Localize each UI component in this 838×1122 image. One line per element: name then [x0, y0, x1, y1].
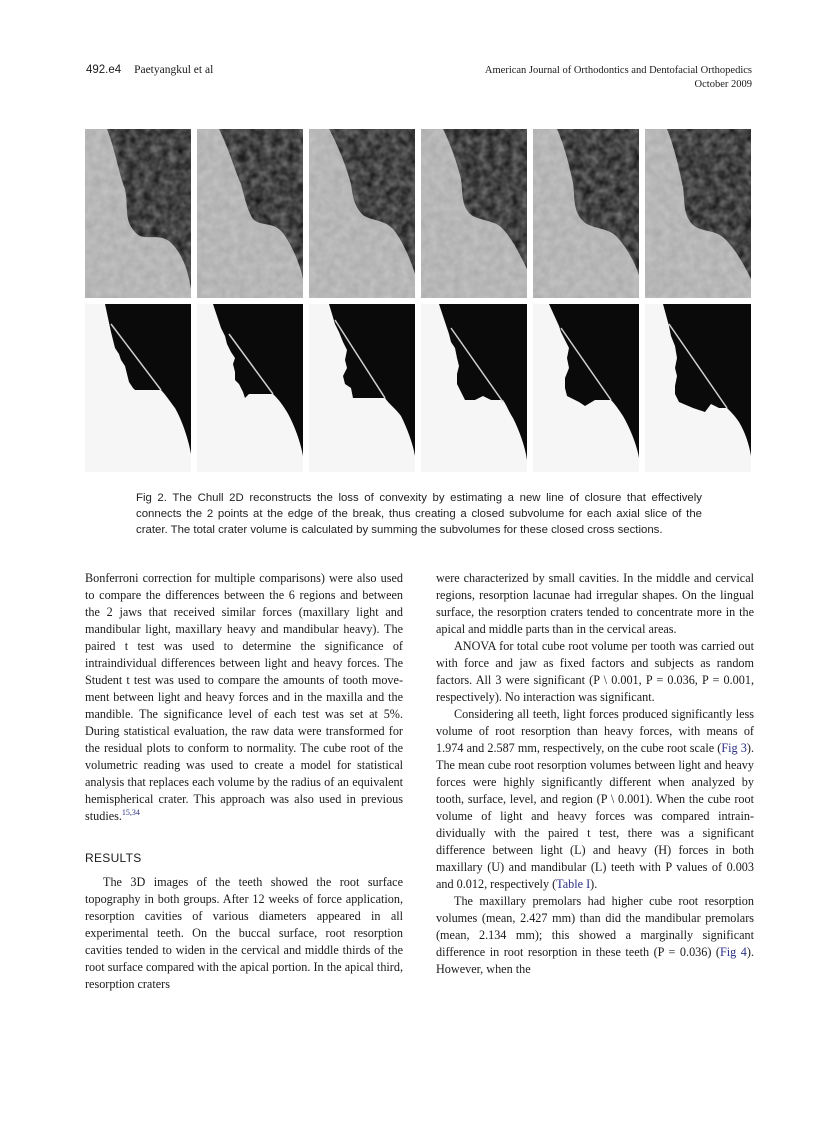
citation-link[interactable]: 15,34	[121, 808, 140, 817]
grayscale-slice-6	[645, 129, 751, 298]
right-column	[436, 570, 754, 978]
journal-title: American Journal of Orthodontics and Dentofacial Orthopedics	[484, 65, 752, 76]
figure-2	[85, 129, 753, 472]
issue-date: October 2009	[694, 79, 752, 90]
paragraph-statistics: Bonferroni correction for multiple comparisons) were also used to compare the differences between the 6 regions and between the 2 jaws that received similar forces (maxillary light and mandibular light, maxillary heavy and mandibular heavy). The paired t test was used to determine the significance of intraindividual differences between light and heavy forces. The Student t test was used to compare the amounts of tooth movement between light and heavy forces and in the maxilla and the mandible. The significance level of each test was set at 5%. During statistical evaluation, the raw data were transformed for the residual plots to conform to normality. The cube root of the volumetric reading was used to create a model for statistical analysis that replaces each volume by the radius of an equivalent hemispherical crater. This approach was also used in previous studies.$^{15,34}$	[85, 571, 403, 823]
figure-label: Fig 2.	[136, 492, 167, 504]
left-column	[85, 570, 403, 993]
figure-3-link[interactable]: Fig 3	[721, 741, 747, 755]
binary-slice-1	[85, 304, 191, 472]
paragraph-premolars: The maxillary premolars had higher cube root resorption volumes (mean, 2.427 mm) than did the mandibular premolars (mean, 2.134 mm); this showed a marginally significant difference in root resorption in these teeth (P = 0.036) (Fig 4). However, when the	[436, 894, 754, 976]
binary-slice-6	[645, 304, 751, 472]
section-heading-results: RESULTS	[85, 851, 142, 865]
author-line: Paetyangkul et al	[134, 64, 214, 76]
running-head-right	[485, 64, 752, 92]
figure-4-link[interactable]: Fig 4	[720, 945, 747, 959]
binary-slice-4	[421, 304, 527, 472]
paragraph-results-1: The 3D images of the teeth showed the root surface topography in both groups. After 12 weeks of force application, resorption cavities of various diameters appeared in all experimental teeth. On the buccal surface, root resorption cavities tended to widen in the cervical and middle thirds of the root surface compared with the apical portion. In the apical third, resorption craters	[85, 875, 403, 991]
table-1-link[interactable]: Table I	[556, 877, 591, 891]
paragraph-light-vs-heavy: Considering all teeth, light forces produced significantly less volume of root resorption than heavy forces, with means of 1.974 and 2.587 mm, respectively, on the cube root scale (Fig 3). The mean cube root resorption volumes between light and heavy forces were highly significantly different when analyzed by tooth, surface, level, and region (P \ 0.001). When the cube root volume of light and heavy forces was compared intraindividually with the paired t test, there was a significant difference between light (L) and heavy (H) forces in both maxillary (U) and mandibular (L) teeth with P values of 0.003 and 0.012, respectively (Table I).	[436, 707, 754, 891]
binary-slice-2	[197, 304, 303, 472]
binary-slice-5	[533, 304, 639, 472]
grayscale-slice-2	[197, 129, 303, 298]
figure-caption	[136, 490, 702, 538]
grayscale-slice-5	[533, 129, 639, 298]
running-head-left	[86, 64, 213, 76]
paragraph-anova: ANOVA for total cube root volume per tooth was carried out with force and jaw as fixed factors and subjects as random factors. All 3 were significant (P \ 0.001, P = 0.036, P = 0.001, respectively). No interaction was significant.	[436, 639, 754, 704]
grayscale-slice-3	[309, 129, 415, 298]
grayscale-slice-1	[85, 129, 191, 298]
binary-slice-3	[309, 304, 415, 472]
figure-caption-text: The Chull 2D reconstructs the loss of convexity by estimating a new line of closure that effectively connects the 2 points at the edge of the break, thus creating a closed subvolume for each axial slice of the crater. The total crater volume is calculated by summing the subvolumes for these closed cross sections.	[136, 492, 702, 536]
paragraph-results-1-cont: were characterized by small cavities. In the middle and cervical regions, resorption lacunae had irregular shapes. On the lingual surface, the resorption craters tended to concentrate more in the apical and middle parts than in the cervical areas.	[436, 571, 754, 636]
grayscale-slice-4	[421, 129, 527, 298]
page-number: 492.e4	[86, 64, 122, 76]
